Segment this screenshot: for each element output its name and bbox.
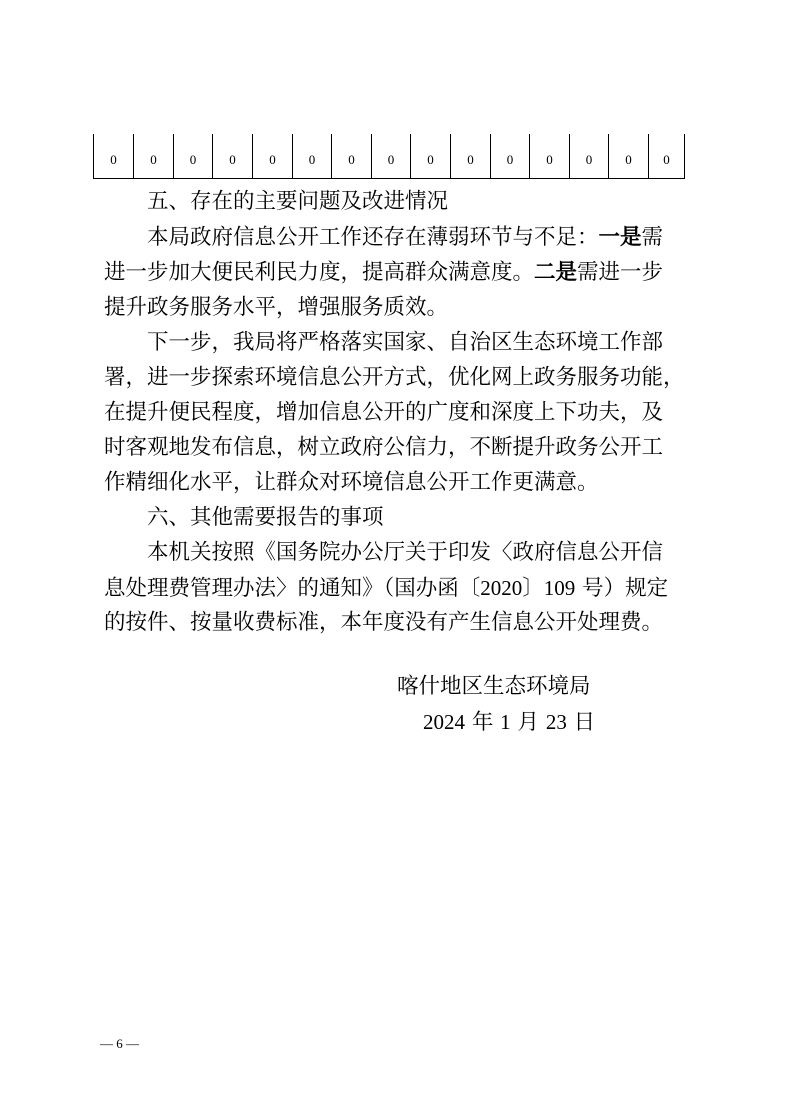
table-cell bbox=[450, 134, 490, 178]
table-cell-value: 0 bbox=[427, 152, 434, 167]
document-year: 2020 bbox=[480, 576, 523, 600]
table-cell-value: 0 bbox=[506, 152, 514, 167]
paragraph-line: 下一步，我局将严格落实国家、自治区生态环境工作部 bbox=[147, 330, 664, 355]
table-cell-value: 0 bbox=[229, 152, 236, 167]
emphasis-second: 二是 bbox=[534, 260, 578, 285]
date-year: 2024 bbox=[423, 710, 465, 734]
table-cell-value: 0 bbox=[585, 152, 593, 167]
section-five-heading: 五、存在的主要问题及改进情况 bbox=[147, 189, 449, 214]
text-span: 需 bbox=[641, 225, 664, 250]
date-year-unit: 年 bbox=[465, 710, 501, 735]
table-cell bbox=[212, 134, 252, 178]
date-day-unit: 日 bbox=[566, 710, 596, 735]
table-cell bbox=[410, 134, 450, 178]
signature-organization: 喀什地区生态环境局 bbox=[397, 674, 591, 699]
paragraph-line bbox=[147, 223, 663, 253]
date-month-unit: 月 bbox=[510, 710, 546, 735]
page-number: — 6 — bbox=[100, 1036, 139, 1051]
table-cell bbox=[93, 134, 133, 178]
table-cell-value: 0 bbox=[269, 152, 276, 167]
table-cell-value: 0 bbox=[546, 152, 553, 167]
table-cell bbox=[569, 134, 608, 178]
emphasis-first: 一是 bbox=[598, 225, 642, 250]
signature-date bbox=[423, 707, 595, 738]
paragraph-line: 作精细化水平，让群众对环境信息公开工作更满意。 bbox=[104, 470, 599, 495]
paragraph-line: 提升政务服务水平，增强服务质效。 bbox=[104, 295, 449, 320]
paragraph-line: 本机关按照《国务院办公厅关于印发〈政府信息公开信 bbox=[147, 540, 664, 565]
document-number: 109 bbox=[543, 576, 576, 600]
paragraph-line: 时客观地发布信息，树立政府公信力，不断提升政务公开工 bbox=[104, 435, 664, 460]
paragraph-line: 在提升便民程度，增加信息公开的广度和深度上下功夫，及 bbox=[104, 400, 664, 425]
table-cell-value: 0 bbox=[189, 152, 197, 167]
table-cell bbox=[331, 134, 371, 178]
table-cell-value: 0 bbox=[625, 152, 632, 167]
date-day: 23 bbox=[545, 710, 567, 734]
statistics-table-fragment bbox=[93, 134, 685, 179]
table-cell bbox=[490, 134, 529, 178]
table-cell-value: 0 bbox=[110, 152, 117, 167]
table-cell-value: 0 bbox=[663, 152, 670, 167]
paragraph-line: 署，进一步探索环境信息公开方式，优化网上政务服务功能， bbox=[104, 365, 685, 390]
table-cell-value: 0 bbox=[467, 152, 474, 167]
table-cell bbox=[608, 134, 648, 178]
text-span: 号）规定 bbox=[575, 576, 669, 601]
text-span: 〕 bbox=[522, 576, 544, 601]
table-cell bbox=[648, 134, 685, 178]
table-cell-value: 0 bbox=[308, 152, 316, 167]
table-cell-value: 0 bbox=[150, 152, 157, 167]
text-span: 需进一步 bbox=[577, 260, 664, 285]
paragraph-line bbox=[104, 573, 668, 604]
paragraph-line: 的按件、按量收费标准，本年度没有产生信息公开处理费。 bbox=[104, 610, 664, 635]
table-cell bbox=[252, 134, 292, 178]
table-cell bbox=[529, 134, 569, 178]
text-span: 本局政府信息公开工作还存在薄弱环节与不足： bbox=[147, 225, 599, 250]
text-span: 息处理费管理办法〉的通知》（国办函〔 bbox=[104, 576, 481, 601]
table-cell-value: 0 bbox=[348, 152, 355, 167]
paragraph-line bbox=[104, 258, 663, 288]
text-span: 进一步加大便民利民力度，提高群众满意度。 bbox=[104, 260, 535, 285]
date-month: 1 bbox=[500, 710, 511, 734]
section-six-heading: 六、其他需要报告的事项 bbox=[147, 505, 384, 530]
table-cell bbox=[133, 134, 173, 178]
table-cell bbox=[292, 134, 331, 178]
table-cell-value: 0 bbox=[387, 152, 395, 167]
table-cell bbox=[371, 134, 410, 178]
table-cell bbox=[173, 134, 212, 178]
